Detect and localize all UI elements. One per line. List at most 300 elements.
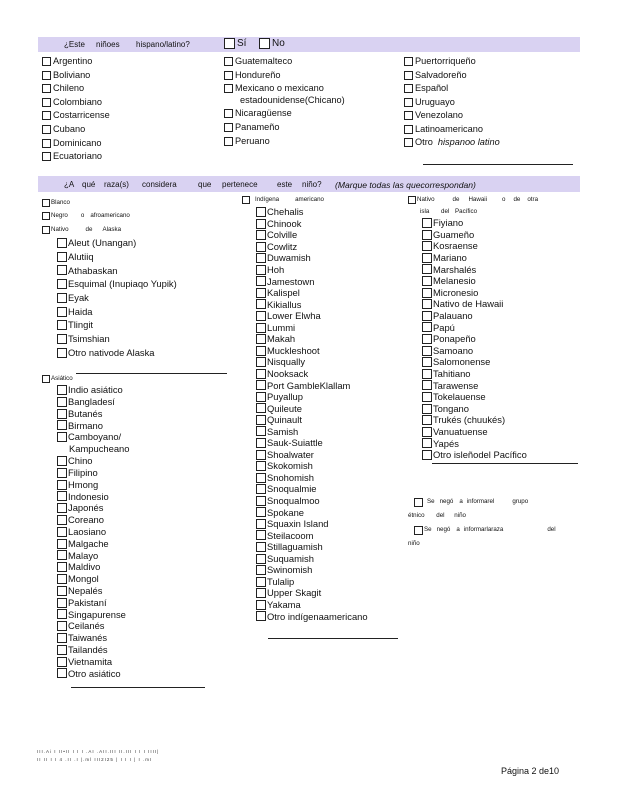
checkbox-option[interactable] xyxy=(404,98,455,107)
checkbox-box[interactable] xyxy=(57,645,67,655)
checkbox-option[interactable] xyxy=(256,392,303,402)
checkbox-option[interactable] xyxy=(57,515,104,525)
checkbox-option[interactable] xyxy=(404,125,483,134)
checkbox-option[interactable] xyxy=(42,152,102,161)
checkbox-box[interactable] xyxy=(256,496,266,506)
checkbox-option[interactable] xyxy=(422,241,478,251)
checkbox-option[interactable] xyxy=(42,111,110,120)
pacific-other-line[interactable] xyxy=(432,463,578,464)
asian-other-line[interactable] xyxy=(71,687,205,688)
checkbox-label: Kalispel xyxy=(267,287,300,299)
refused-race-checkbox[interactable] xyxy=(414,526,556,535)
checkbox-label: Puertorriqueño xyxy=(415,56,476,66)
checkbox-box[interactable] xyxy=(42,139,51,148)
checkbox-box[interactable] xyxy=(42,212,50,220)
checkbox-box[interactable] xyxy=(422,264,432,274)
checkbox-option[interactable] xyxy=(404,57,476,66)
checkbox-option[interactable] xyxy=(256,265,284,275)
checkbox-box[interactable] xyxy=(256,542,266,552)
checkbox-option[interactable] xyxy=(57,468,98,478)
checkbox-box[interactable] xyxy=(256,276,266,286)
race-pacific-label: isla xyxy=(420,208,430,215)
checkbox-box[interactable] xyxy=(256,392,266,402)
checkbox-option[interactable] xyxy=(422,369,471,379)
checkbox-box[interactable] xyxy=(256,484,266,494)
race-pacific-label-line2 xyxy=(420,209,477,215)
checkbox-label: Costarricense xyxy=(53,110,110,121)
checkbox-label: Hmong xyxy=(68,478,99,490)
checkbox-option[interactable] xyxy=(256,519,329,529)
checkbox-box[interactable] xyxy=(42,226,50,234)
checkbox-box[interactable] xyxy=(256,299,266,309)
checkbox-box[interactable] xyxy=(57,586,67,596)
checkbox-option[interactable] xyxy=(422,264,476,274)
checkbox-box[interactable] xyxy=(57,468,67,478)
checkbox-box[interactable] xyxy=(42,98,51,107)
checkbox-label: Ponapeño xyxy=(433,333,476,345)
checkbox-option[interactable] xyxy=(256,484,317,494)
refused-ethnicity-label: niño xyxy=(454,512,466,519)
checkbox-box[interactable] xyxy=(57,621,67,631)
checkbox-box[interactable] xyxy=(57,252,67,262)
checkbox-box[interactable] xyxy=(57,307,67,317)
checkbox-option[interactable] xyxy=(256,369,308,379)
checkbox-label: Yapés xyxy=(433,437,459,449)
checkbox-option[interactable] xyxy=(57,252,94,262)
checkbox-option[interactable] xyxy=(57,409,102,419)
checkbox-box[interactable] xyxy=(57,334,67,344)
asian-kampuchean-wrap: Kampucheano xyxy=(69,443,130,454)
checkbox-box[interactable] xyxy=(256,554,266,564)
checkbox-box[interactable] xyxy=(422,299,432,309)
checkbox-box[interactable] xyxy=(57,668,67,678)
checkbox-option[interactable] xyxy=(42,84,84,93)
checkbox-box[interactable] xyxy=(224,84,233,93)
checkbox-box[interactable] xyxy=(256,507,266,517)
refused-ethnicity-checkbox[interactable] xyxy=(414,498,528,507)
checkbox-box[interactable] xyxy=(256,461,266,471)
checkbox-box[interactable] xyxy=(256,311,266,321)
checkbox-label: Guatemalteco xyxy=(235,56,293,66)
checkbox-box[interactable] xyxy=(256,403,266,413)
checkbox-option[interactable] xyxy=(256,346,320,356)
checkbox-box[interactable] xyxy=(256,346,266,356)
checkbox-box[interactable] xyxy=(57,550,67,560)
checkbox-option[interactable] xyxy=(256,461,313,471)
checkbox-option[interactable] xyxy=(256,219,301,229)
checkbox-option[interactable] xyxy=(57,420,103,430)
checkbox-box[interactable] xyxy=(224,109,233,118)
checkbox-option[interactable] xyxy=(57,397,115,407)
race-question-hint: (Marque todas las quecorrespondan) xyxy=(335,180,476,190)
checkbox-option[interactable] xyxy=(404,71,467,80)
checkbox-option[interactable] xyxy=(57,668,121,678)
checkbox-option[interactable] xyxy=(256,230,297,240)
checkbox-option[interactable] xyxy=(256,403,302,413)
checkbox-option[interactable] xyxy=(256,600,301,610)
checkbox-box[interactable] xyxy=(57,279,67,289)
checkbox-label: Mariano xyxy=(433,252,467,264)
checkbox-option[interactable] xyxy=(57,527,106,537)
checkbox-box[interactable] xyxy=(422,380,432,390)
checkbox-box[interactable] xyxy=(422,415,432,425)
checkbox-option[interactable] xyxy=(422,311,473,321)
checkbox-box[interactable] xyxy=(57,420,67,430)
checkbox-label: Bangladesí xyxy=(68,396,115,408)
checkbox-box[interactable] xyxy=(242,196,250,204)
checkbox-box[interactable] xyxy=(422,288,432,298)
checkbox-box[interactable] xyxy=(404,125,413,134)
checkbox-option[interactable] xyxy=(224,57,292,66)
checkbox-box[interactable] xyxy=(57,265,67,275)
checkbox-option[interactable] xyxy=(422,357,490,367)
checkbox-option[interactable] xyxy=(422,380,478,390)
checkbox-box[interactable] xyxy=(224,137,233,146)
checkbox-box[interactable] xyxy=(57,539,67,549)
checkbox-label: Haida xyxy=(68,305,93,317)
checkbox-box[interactable] xyxy=(57,409,67,419)
race-pacific-islander-checkbox[interactable] xyxy=(408,196,538,204)
checkbox-box[interactable] xyxy=(57,503,67,513)
checkbox-option[interactable] xyxy=(224,109,292,118)
race-asian-checkbox[interactable] xyxy=(42,375,73,383)
checkbox-box[interactable] xyxy=(256,426,266,436)
checkbox-box[interactable] xyxy=(57,320,67,330)
checkbox-option[interactable] xyxy=(422,346,473,356)
checkbox-option[interactable] xyxy=(256,311,321,321)
checkbox-box[interactable] xyxy=(404,111,413,120)
checkbox-option[interactable] xyxy=(256,288,300,298)
checkbox-option[interactable] xyxy=(256,542,323,552)
refused-race-label: niño xyxy=(408,540,420,547)
hispanic-no-checkbox[interactable] xyxy=(259,38,285,49)
checkbox-box[interactable] xyxy=(57,633,67,643)
checkbox-label: Otro indígenaamericano xyxy=(267,610,368,622)
checkbox-box[interactable] xyxy=(422,241,432,251)
checkbox-option[interactable] xyxy=(256,426,298,436)
hispanic-other-label: Otro xyxy=(415,137,433,147)
checkbox-option[interactable] xyxy=(42,98,102,107)
checkbox-label: Upper Skagit xyxy=(267,587,322,599)
checkbox-box[interactable] xyxy=(42,57,51,66)
checkbox-option[interactable] xyxy=(57,598,107,608)
checkbox-box[interactable] xyxy=(42,199,50,207)
checkbox-label: Palauano xyxy=(433,310,473,322)
checkbox-option[interactable] xyxy=(404,84,448,93)
race-american-indian-checkbox[interactable] xyxy=(242,196,324,204)
checkbox-box[interactable] xyxy=(404,84,413,93)
checkbox-box[interactable] xyxy=(422,392,432,402)
checkbox-label: Cubano xyxy=(53,124,86,134)
checkbox-option[interactable] xyxy=(57,491,109,501)
checkbox-label: Makah xyxy=(267,333,296,345)
checkbox-box[interactable] xyxy=(57,385,67,395)
checkbox-label: Nooksack xyxy=(267,367,309,379)
checkbox-label: Vanuatuense xyxy=(433,426,488,438)
checkbox-option[interactable] xyxy=(57,348,155,358)
checkbox-option[interactable] xyxy=(224,84,324,93)
checkbox-option[interactable] xyxy=(422,450,527,460)
checkbox-option[interactable] xyxy=(256,554,314,564)
checkbox-option[interactable] xyxy=(256,588,321,598)
checkbox-box[interactable] xyxy=(404,138,413,147)
checkbox-option[interactable] xyxy=(256,357,305,367)
checkbox-option[interactable] xyxy=(57,385,123,395)
checkbox-option[interactable] xyxy=(422,230,474,240)
race-pacific-label: del xyxy=(441,208,450,215)
checkbox-option[interactable] xyxy=(57,293,89,303)
checkbox-box[interactable] xyxy=(57,238,67,248)
checkbox-box[interactable] xyxy=(42,125,51,134)
refused-ethnicity-label: grupo xyxy=(512,498,529,506)
checkbox-option[interactable] xyxy=(256,473,314,483)
checkbox-box[interactable] xyxy=(256,450,266,460)
checkbox-option[interactable] xyxy=(57,574,99,584)
hispanic-yes-checkbox[interactable] xyxy=(224,38,246,49)
checkbox-box[interactable] xyxy=(42,84,51,93)
checkbox-box[interactable] xyxy=(57,527,67,537)
checkbox-option[interactable] xyxy=(422,288,478,298)
checkbox-option[interactable] xyxy=(256,380,350,390)
checkbox-box[interactable] xyxy=(57,574,67,584)
checkbox-box[interactable] xyxy=(422,438,432,448)
checkbox-option[interactable] xyxy=(57,633,107,643)
checkbox-box[interactable] xyxy=(224,123,233,132)
checkbox-option[interactable] xyxy=(256,276,314,286)
checkbox-box[interactable] xyxy=(57,456,67,466)
checkbox-box[interactable] xyxy=(422,346,432,356)
tribe-other-line[interactable] xyxy=(268,638,398,639)
checkbox-option[interactable] xyxy=(57,334,110,344)
checkbox-option[interactable] xyxy=(256,507,304,517)
checkbox-box[interactable] xyxy=(256,357,266,367)
checkbox-box[interactable] xyxy=(256,265,266,275)
checkbox-label: Spokane xyxy=(267,506,305,518)
race-question-word: ¿A xyxy=(64,180,75,189)
checkbox-option[interactable] xyxy=(57,480,98,490)
checkbox-label: Pakistaní xyxy=(68,596,107,608)
checkbox-option[interactable] xyxy=(57,609,126,619)
checkbox-box[interactable] xyxy=(256,530,266,540)
checkbox-box[interactable] xyxy=(408,196,416,204)
checkbox-option[interactable] xyxy=(256,496,320,506)
checkbox-box[interactable] xyxy=(422,230,432,240)
checkbox-box[interactable] xyxy=(422,427,432,437)
checkbox-box[interactable] xyxy=(42,375,50,383)
checkbox-option[interactable] xyxy=(422,253,467,263)
checkbox-option[interactable] xyxy=(42,57,92,66)
checkbox-box[interactable] xyxy=(422,253,432,263)
checkbox-option[interactable] xyxy=(42,139,102,148)
checkbox-label: Indonesio xyxy=(68,490,109,502)
checkbox-option[interactable] xyxy=(256,577,294,587)
checkbox-box[interactable] xyxy=(256,588,266,598)
race-question-word: niño? xyxy=(302,180,322,189)
checkbox-option[interactable] xyxy=(57,307,93,317)
checkbox-label: Quinault xyxy=(267,414,302,426)
checkbox-option[interactable] xyxy=(256,334,295,344)
refused-ethnicity-label: étnico xyxy=(408,512,425,519)
checkbox-box[interactable] xyxy=(422,450,432,460)
checkbox-box[interactable] xyxy=(256,334,266,344)
checkbox-option[interactable] xyxy=(57,503,103,513)
hispanic-question-word: niñoes xyxy=(96,40,120,49)
checkbox-label: Peruano xyxy=(235,136,270,146)
checkbox-box[interactable] xyxy=(224,57,233,66)
hispanic-question-word: ¿Este xyxy=(64,40,85,49)
checkbox-box[interactable] xyxy=(422,322,432,332)
checkbox-box[interactable] xyxy=(414,526,423,535)
checkbox-box[interactable] xyxy=(57,598,67,608)
checkbox-box[interactable] xyxy=(42,152,51,161)
checkbox-box[interactable] xyxy=(404,71,413,80)
checkbox-option[interactable] xyxy=(422,404,469,414)
checkbox-label: Singapurense xyxy=(68,608,126,620)
checkbox-box[interactable] xyxy=(57,348,67,358)
checkbox-option[interactable] xyxy=(422,427,488,437)
checkbox-option[interactable] xyxy=(57,279,177,289)
checkbox-box[interactable] xyxy=(224,38,235,49)
checkbox-box[interactable] xyxy=(224,71,233,80)
race-black-checkbox[interactable] xyxy=(42,212,130,220)
checkbox-box[interactable] xyxy=(256,519,266,529)
checkbox-box[interactable] xyxy=(256,565,266,575)
checkbox-label: Mongol xyxy=(68,573,99,585)
checkbox-option[interactable] xyxy=(256,242,297,252)
checkbox-box[interactable] xyxy=(256,415,266,425)
checkbox-box[interactable] xyxy=(259,38,270,49)
checkbox-box[interactable] xyxy=(256,288,266,298)
refused-race-label: negó xyxy=(436,526,451,534)
checkbox-option[interactable] xyxy=(57,586,102,596)
checkbox-option[interactable] xyxy=(42,125,85,134)
checkbox-option[interactable] xyxy=(57,550,98,560)
checkbox-option[interactable] xyxy=(422,334,476,344)
checkbox-box[interactable] xyxy=(422,357,432,367)
checkbox-box[interactable] xyxy=(256,438,266,448)
checkbox-option[interactable] xyxy=(422,276,476,286)
checkbox-option[interactable] xyxy=(224,71,280,80)
checkbox-box[interactable] xyxy=(57,432,67,442)
checkbox-option[interactable] xyxy=(57,621,104,631)
checkbox-option[interactable] xyxy=(422,438,459,448)
checkbox-option[interactable] xyxy=(422,415,505,425)
checkbox-box[interactable] xyxy=(256,242,266,252)
checkbox-option[interactable] xyxy=(422,392,486,402)
checkbox-box[interactable] xyxy=(57,491,67,501)
checkbox-label: Squaxin Island xyxy=(267,518,329,530)
checkbox-label: Quileute xyxy=(267,402,302,414)
checkbox-box[interactable] xyxy=(256,253,266,263)
checkbox-option[interactable] xyxy=(256,438,323,448)
checkbox-box[interactable] xyxy=(57,609,67,619)
checkbox-box[interactable] xyxy=(57,480,67,490)
race-alaska-native-label: Alaska xyxy=(102,225,122,233)
checkbox-option[interactable] xyxy=(224,123,279,132)
checkbox-option[interactable] xyxy=(256,611,368,621)
checkbox-box[interactable] xyxy=(256,219,266,229)
checkbox-option[interactable] xyxy=(224,137,270,146)
checkbox-option[interactable] xyxy=(57,456,93,466)
checkbox-option[interactable] xyxy=(57,562,100,572)
checkbox-option[interactable] xyxy=(256,415,302,425)
checkbox-box[interactable] xyxy=(256,230,266,240)
checkbox-option[interactable] xyxy=(422,218,463,228)
checkbox-box[interactable] xyxy=(57,657,67,667)
checkbox-label: Suquamish xyxy=(267,552,314,564)
checkbox-option[interactable] xyxy=(256,299,301,309)
checkbox-box[interactable] xyxy=(256,577,266,587)
checkbox-label: Colville xyxy=(267,229,298,241)
checkbox-box[interactable] xyxy=(57,515,67,525)
alaska-other-line[interactable] xyxy=(76,373,227,374)
checkbox-option[interactable] xyxy=(57,645,108,655)
checkbox-option[interactable] xyxy=(256,207,303,217)
checkbox-box[interactable] xyxy=(42,111,51,120)
checkbox-label: Kosraense xyxy=(433,240,478,252)
race-question-word: considera xyxy=(142,180,177,189)
race-alaska-native-checkbox[interactable] xyxy=(42,226,121,234)
checkbox-option[interactable] xyxy=(57,238,136,248)
checkbox-box[interactable] xyxy=(422,369,432,379)
checkbox-label: Maldivo xyxy=(68,561,101,573)
checkbox-box[interactable] xyxy=(422,218,432,228)
checkbox-option[interactable] xyxy=(57,320,93,330)
checkbox-label: Samish xyxy=(267,425,299,437)
checkbox-box[interactable] xyxy=(256,380,266,390)
checkbox-label: Salvadoreño xyxy=(415,69,467,80)
checkbox-option[interactable] xyxy=(256,323,295,333)
checkbox-label: Salomonense xyxy=(433,356,491,368)
hispanic-other-line[interactable] xyxy=(423,164,573,165)
checkbox-box[interactable] xyxy=(57,397,67,407)
checkbox-label: Butanés xyxy=(68,407,103,419)
checkbox-box[interactable] xyxy=(256,473,266,483)
checkbox-option[interactable] xyxy=(256,565,312,575)
checkbox-option[interactable] xyxy=(404,111,463,120)
checkbox-option[interactable] xyxy=(57,657,112,667)
checkbox-box[interactable] xyxy=(422,334,432,344)
checkbox-label: Skokomish xyxy=(267,460,313,472)
checkbox-box[interactable] xyxy=(404,98,413,107)
checkbox-option[interactable] xyxy=(422,299,503,309)
checkbox-box[interactable] xyxy=(414,498,423,507)
checkbox-box[interactable] xyxy=(42,71,51,80)
checkbox-option[interactable] xyxy=(57,265,118,275)
hispanic-other-checkbox[interactable] xyxy=(404,138,500,147)
checkbox-box[interactable] xyxy=(256,207,266,217)
checkbox-option[interactable] xyxy=(256,253,311,263)
checkbox-option[interactable] xyxy=(422,322,455,332)
checkbox-option[interactable] xyxy=(57,539,109,549)
checkbox-box[interactable] xyxy=(422,404,432,414)
checkbox-box[interactable] xyxy=(422,276,432,286)
checkbox-box[interactable] xyxy=(256,600,266,610)
checkbox-box[interactable] xyxy=(404,57,413,66)
checkbox-label: Snohomish xyxy=(267,471,314,483)
checkbox-option[interactable] xyxy=(256,530,313,540)
checkbox-box[interactable] xyxy=(57,293,67,303)
checkbox-option[interactable] xyxy=(42,71,90,80)
checkbox-box[interactable] xyxy=(256,369,266,379)
race-white-checkbox[interactable] xyxy=(42,199,70,207)
checkbox-option[interactable] xyxy=(256,450,314,460)
checkbox-option[interactable] xyxy=(57,432,121,442)
checkbox-box[interactable] xyxy=(57,562,67,572)
checkbox-box[interactable] xyxy=(256,611,266,621)
checkbox-box[interactable] xyxy=(422,311,432,321)
checkbox-box[interactable] xyxy=(256,323,266,333)
